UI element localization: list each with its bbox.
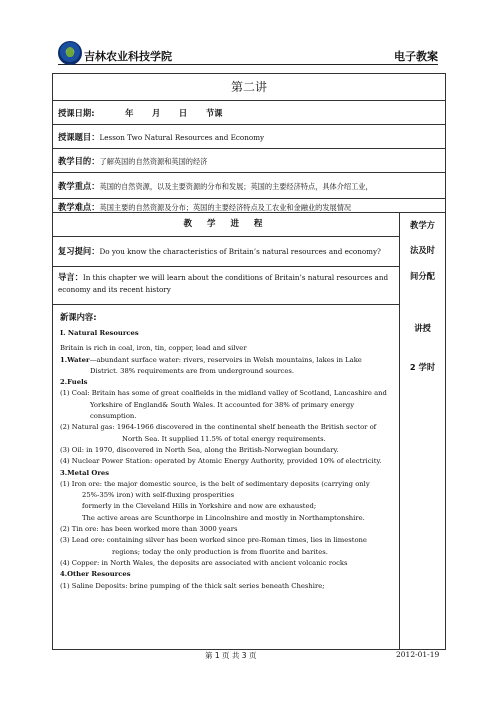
section-heading: Ⅰ. Natural Resources xyxy=(60,329,139,337)
content-line: (3) Lead ore: containing silver has been worked since pre-Roman times, lies in limestone xyxy=(60,536,367,545)
content-line: The active areas are Scunthorpe in Lincolnshire and mostly in Northamptonshire. xyxy=(82,513,365,522)
difficult-points-label: 教学难点： xyxy=(58,202,100,212)
day-label: 日 xyxy=(178,108,188,118)
date-row xyxy=(53,100,445,125)
purpose-row xyxy=(53,148,445,173)
document-type: 电子教案 xyxy=(394,50,438,63)
content-line: Britain is rich in coal, iron, tin, copper, lead and silver xyxy=(60,344,247,353)
lecture-title: 第二讲 xyxy=(53,74,445,101)
content-line: 25%-35% iron) with self-fluxing prosperities xyxy=(82,491,235,500)
content-line: (3) Oil: in 1970, discovered in North Sea, along the British-Norwegian boundary. xyxy=(60,445,339,454)
school-logo-icon xyxy=(58,41,82,65)
lesson-plan-table xyxy=(52,73,446,650)
page-number: 第 1 页 共 3 页 xyxy=(205,651,257,660)
review-label: 复习提问： xyxy=(58,246,100,256)
footer-date: 2012-01-19 xyxy=(396,650,440,659)
page-header xyxy=(58,42,438,65)
content-line: (4) Copper: in North Wales, the deposits are associated with ancient volcanic rocks xyxy=(60,558,348,567)
topic-label: 授课题目： xyxy=(58,132,100,142)
content-line: (4) Nuclear Power Station: operated by Atomic Energy Authority, provided 10% of electricity. xyxy=(60,457,382,466)
methods-heading-line-1: 教学方 xyxy=(410,220,435,230)
progress-title: 教 学 进 程 xyxy=(53,212,399,237)
content-line: (2) Natural gas: 1964-1966 discovered in the continental shelf beneath the British sector of xyxy=(60,423,377,432)
content-line: (1) Iron ore: the major domestic source, is the belt of sedimentary deposits (carrying only xyxy=(60,479,370,488)
content-line: Yorkshire of England& South Wales. It accounted for 38% of primary energy xyxy=(90,400,355,409)
content-line: 1.Water—abundant surface water: rivers, reservoirs in Welsh mountains, lakes in Lake xyxy=(60,355,362,364)
key-points-value: 英国的自然资源，以及主要资源的分布和发展；英国的主要经济特点，具体介绍工业， xyxy=(99,182,373,191)
content-line: District. 38% requirements are from underground sources. xyxy=(90,366,295,375)
content-line: consumption. xyxy=(90,412,137,421)
difficult-points-value: 英国主要的自然资源及分布；英国的主要经济特点及工农业和金融业的发展情况 xyxy=(99,203,352,212)
content-line: (1) Saline Deposits: brine pumping of the thick salt series beneath Cheshire; xyxy=(60,581,325,590)
time-allocation: 2 学时 xyxy=(409,362,436,372)
intro-line-2: economy and its recent history xyxy=(58,285,171,294)
purpose-value: 了解英国的自然资源和英国的经济 xyxy=(99,157,208,166)
intro-line-1: In this chapter we will learn about the conditions of Britain’s natural resources and xyxy=(82,273,389,282)
methods-heading-line-2: 法及时 xyxy=(410,245,435,255)
intro-label: 导言： xyxy=(58,272,83,282)
review-text: Do you know the characteristics of Britain’s natural resources and economy? xyxy=(99,247,381,256)
new-content-label: 新课内容: xyxy=(60,312,97,322)
content-line: (2) Tin ore: has been worked more than 3000 years xyxy=(60,525,238,534)
content-line: 4.Other Resources xyxy=(60,570,131,579)
key-points-label: 教学重点： xyxy=(58,181,100,191)
year-label: 年 xyxy=(125,108,134,118)
date-label: 授课日期: xyxy=(58,108,95,118)
new-content xyxy=(60,310,396,592)
content-line: regions; today the only production is from fluorite and barites. xyxy=(112,547,328,556)
month-label: 月 xyxy=(152,108,161,118)
content-line: North Sea. It supplied 11.5% of total energy requirements. xyxy=(122,434,326,443)
methods-heading-line-3: 间分配 xyxy=(410,271,435,281)
section-label: 节课 xyxy=(205,108,223,118)
purpose-label: 教学目的： xyxy=(58,156,100,166)
school-name: 吉林农业科技学院 xyxy=(84,50,172,63)
content-line: 3.Metal Ores xyxy=(60,468,110,477)
content-line: formerly in the Cleveland Hills in Yorkshire and now are exhausted; xyxy=(82,502,317,511)
introduction xyxy=(53,266,399,305)
review-question xyxy=(53,236,399,267)
difficult-points-row xyxy=(53,198,445,213)
content-line: (1) Coal: Britain has some of great coalfields in the midland valley of Scotland, Lancashire and xyxy=(60,389,387,398)
key-points-row xyxy=(53,172,445,199)
teaching-method: 讲授 xyxy=(414,323,431,333)
topic-row xyxy=(53,124,445,149)
topic-value: Lesson Two Natural Resources and Economy xyxy=(99,133,265,142)
content-line: 2.Fuels xyxy=(60,378,88,387)
page-footer xyxy=(0,650,496,664)
